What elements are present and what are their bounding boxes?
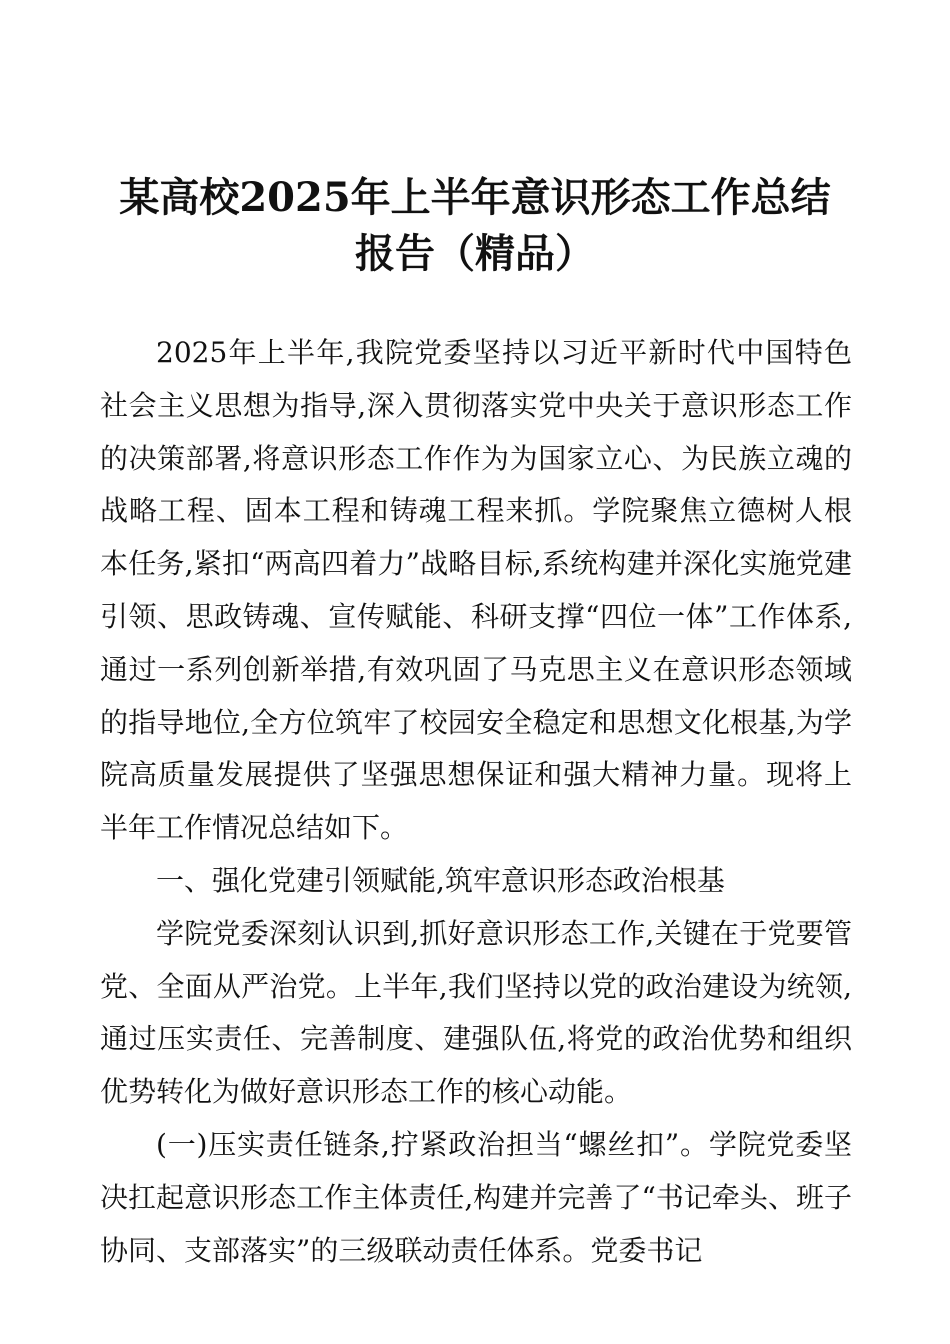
paragraph-section-1: 学院党委深刻认识到,抓好意识形态工作,关键在于党要管党、全面从严治党。上半年,我们坚持以党的政治建设为统领,通过压实责任、完善制度、建强队伍,将党的政治优势和组织优势转化为做好意识形态工作的核心动能。	[100, 916, 852, 1109]
paragraph-intro: 2025年上半年,我院党委坚持以习近平新时代中国特色社会主义思想为指导,深入贯彻落实党中央关于意识形态工作的决策部署,将意识形态工作作为为国家立心、为民族立魂的战略工程、固本工程和铸魂工程来抓。学院聚焦立德树人根本任务,紧扣“两高四着力”战略目标,系统构建并深化实施党建引领、思政铸魂、宣传赋能、科研支撑“四位一体”工作体系,通过一系列创新举措,有效巩固了马克思主义在意识形态领域的指导地位,全方位筑牢了校园安全稳定和思想文化根基,为学院高质量发展提供了坚强思想保证和强大精神力量。现将上半年工作情况总结如下。	[100, 336, 852, 845]
paragraph-subsection-1: (一)压实责任链条,拧紧政治担当“螺丝扣”。学院党委坚决扛起意识形态工作主体责任,构建并完善了“书记牵头、班子协同、支部落实”的三级联动责任体系。党委书记	[100, 1127, 852, 1267]
title-line-1: 某高校2025年上半年意识形态工作总结	[119, 174, 831, 221]
title-line-2: 报告（精品）	[355, 230, 595, 277]
section-heading-1: 一、强化党建引领赋能,筑牢意识形态政治根基	[156, 863, 725, 897]
document-body	[100, 327, 852, 1277]
document-title	[95, 170, 855, 282]
